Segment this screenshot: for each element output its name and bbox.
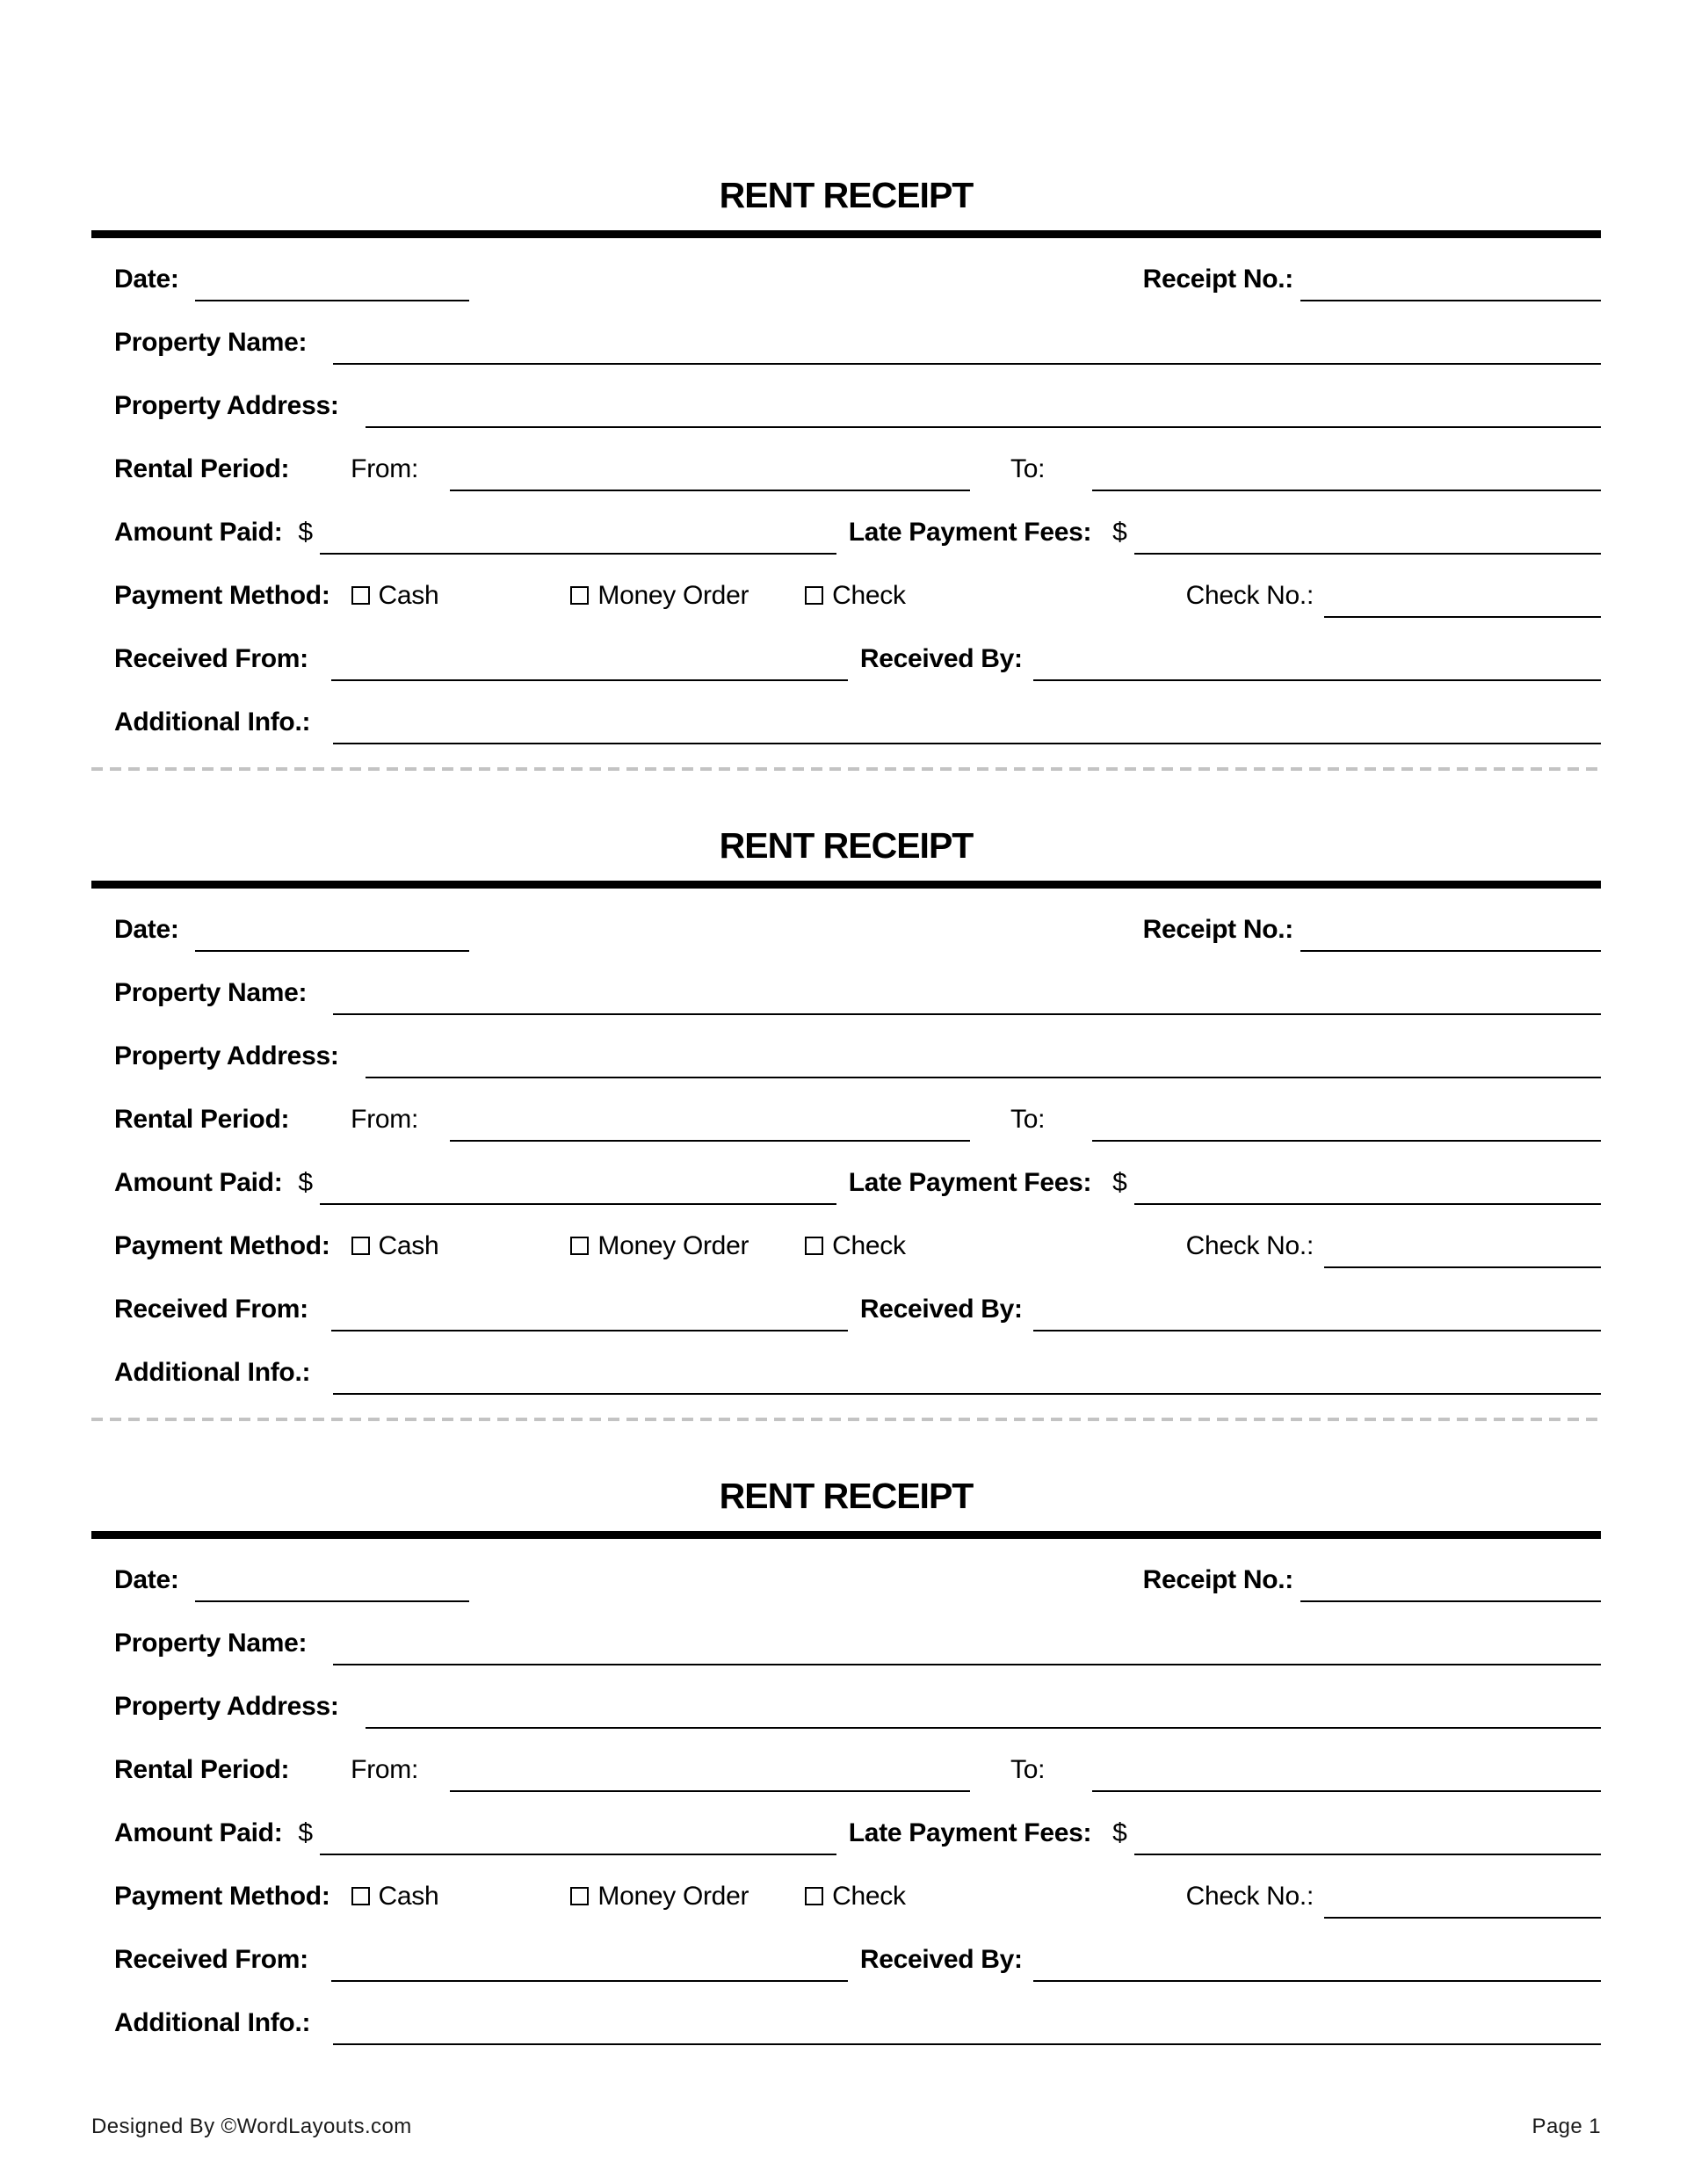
receipt-no-label: Receipt No.: <box>1142 915 1293 944</box>
receipt-title: RENT RECEIPT <box>719 825 974 866</box>
amount-paid-currency: $ <box>298 1818 313 1847</box>
footer <box>91 2115 1601 2139</box>
form-rows <box>91 911 1601 1395</box>
row-date-receipt-no <box>91 911 1601 952</box>
check-no-field-line[interactable] <box>1324 1233 1601 1268</box>
received-by-label: Received By: <box>859 1945 1023 1974</box>
date-field-line[interactable] <box>195 917 469 952</box>
receipt-block <box>91 176 1601 771</box>
late-payment-fees-label: Late Payment Fees: <box>848 1168 1092 1197</box>
rental-period-from-label: From: <box>351 1755 418 1784</box>
receipt-no-label: Receipt No.: <box>1142 1565 1293 1594</box>
row-additional-info <box>91 1354 1601 1395</box>
title-rule <box>91 1531 1601 1539</box>
row-property-name <box>91 1625 1601 1665</box>
property-address-label: Property Address: <box>114 1692 339 1721</box>
payment-method-label: Payment Method: <box>114 581 330 610</box>
money-order-option-label: Money Order <box>597 1231 749 1260</box>
receipt-title: RENT RECEIPT <box>719 1476 974 1516</box>
cash-option-label: Cash <box>378 1231 439 1260</box>
received-by-field-line[interactable] <box>1033 1947 1601 1982</box>
late-payment-fees-field-line[interactable] <box>1134 1820 1601 1855</box>
receipt-no-field-line[interactable] <box>1300 266 1601 301</box>
received-from-field-line[interactable] <box>331 1947 848 1982</box>
late-payment-fees-currency: $ <box>1112 1818 1127 1847</box>
row-received <box>91 1941 1601 1982</box>
additional-info-label: Additional Info.: <box>114 1358 311 1387</box>
payment-method-label: Payment Method: <box>114 1882 330 1911</box>
late-payment-fees-field-line[interactable] <box>1134 519 1601 555</box>
check-option-label: Check <box>832 1231 906 1260</box>
dashed-separator <box>91 1418 1601 1421</box>
amount-paid-currency: $ <box>298 518 313 547</box>
form-rows <box>91 1562 1601 2045</box>
rental-period-to-label: To: <box>1010 454 1046 483</box>
property-address-label: Property Address: <box>114 391 339 420</box>
cash-option-label: Cash <box>378 1882 439 1911</box>
row-date-receipt-no <box>91 261 1601 301</box>
received-from-label: Received From: <box>114 1295 308 1324</box>
rental-period-to-field-line[interactable] <box>1092 1107 1601 1142</box>
amount-paid-label: Amount Paid: <box>114 518 283 547</box>
check-checkbox[interactable] <box>805 1887 823 1905</box>
check-option-label: Check <box>832 1882 906 1911</box>
row-additional-info <box>91 2005 1601 2045</box>
receipt-block <box>91 826 1601 1421</box>
check-no-field-line[interactable] <box>1324 1883 1601 1919</box>
form-rows <box>91 261 1601 744</box>
check-no-field-line[interactable] <box>1324 583 1601 618</box>
rental-period-label: Rental Period: <box>114 1755 290 1784</box>
received-by-label: Received By: <box>859 644 1023 673</box>
late-payment-fees-label: Late Payment Fees: <box>848 518 1092 547</box>
received-by-label: Received By: <box>859 1295 1023 1324</box>
receipts-container <box>91 176 1601 2068</box>
amount-paid-currency: $ <box>298 1168 313 1197</box>
amount-paid-label: Amount Paid: <box>114 1818 283 1847</box>
dashed-separator <box>91 767 1601 771</box>
property-address-field-line[interactable] <box>366 393 1601 428</box>
rental-period-to-field-line[interactable] <box>1092 456 1601 491</box>
late-payment-fees-currency: $ <box>1112 1168 1127 1197</box>
payment-method-label: Payment Method: <box>114 1231 330 1260</box>
row-property-name <box>91 324 1601 365</box>
property-name-field-line[interactable] <box>333 330 1601 365</box>
amount-paid-label: Amount Paid: <box>114 1168 283 1197</box>
title-rule <box>91 881 1601 889</box>
date-label: Date: <box>114 1565 179 1594</box>
money-order-checkbox[interactable] <box>570 1237 589 1255</box>
rent-receipt-form <box>91 176 1601 744</box>
rental-period-label: Rental Period: <box>114 1105 290 1134</box>
late-payment-fees-field-line[interactable] <box>1134 1170 1601 1205</box>
check-no-label: Check No.: <box>1185 1882 1314 1911</box>
property-name-field-line[interactable] <box>333 1630 1601 1665</box>
cash-checkbox[interactable] <box>351 1887 370 1905</box>
additional-info-label: Additional Info.: <box>114 707 311 736</box>
row-rental-period <box>91 1752 1601 1792</box>
additional-info-field-line[interactable] <box>333 2010 1601 2045</box>
receipt-no-field-line[interactable] <box>1300 1567 1601 1602</box>
property-name-field-line[interactable] <box>333 980 1601 1015</box>
rental-period-to-label: To: <box>1010 1105 1046 1134</box>
additional-info-field-line[interactable] <box>333 709 1601 744</box>
additional-info-label: Additional Info.: <box>114 2008 311 2037</box>
rental-period-to-field-line[interactable] <box>1092 1757 1601 1792</box>
property-address-field-line[interactable] <box>366 1043 1601 1078</box>
date-label: Date: <box>114 265 179 294</box>
receipt-no-label: Receipt No.: <box>1142 265 1293 294</box>
rental-period-from-label: From: <box>351 454 418 483</box>
footer-credit: Designed By ©WordLayouts.com <box>91 2115 412 2138</box>
property-address-label: Property Address: <box>114 1041 339 1070</box>
cash-checkbox[interactable] <box>351 586 370 605</box>
property-address-field-line[interactable] <box>366 1694 1601 1729</box>
money-order-option-label: Money Order <box>597 581 749 610</box>
row-received <box>91 1291 1601 1331</box>
money-order-checkbox[interactable] <box>570 1887 589 1905</box>
receipt-no-field-line[interactable] <box>1300 917 1601 952</box>
received-from-field-line[interactable] <box>331 646 848 681</box>
property-name-label: Property Name: <box>114 978 308 1007</box>
row-amounts <box>91 514 1601 555</box>
rental-period-from-field-line[interactable] <box>450 1757 970 1792</box>
property-name-label: Property Name: <box>114 1629 308 1658</box>
amount-paid-field-line[interactable] <box>320 1820 836 1855</box>
footer-page-number: Page 1 <box>1531 2115 1601 2138</box>
check-checkbox[interactable] <box>805 586 823 605</box>
received-from-field-line[interactable] <box>331 1296 848 1331</box>
additional-info-field-line[interactable] <box>333 1360 1601 1395</box>
property-name-label: Property Name: <box>114 328 308 357</box>
row-rental-period <box>91 451 1601 491</box>
date-field-line[interactable] <box>195 1567 469 1602</box>
received-by-field-line[interactable] <box>1033 646 1601 681</box>
cash-option-label: Cash <box>378 581 439 610</box>
row-property-address <box>91 388 1601 428</box>
row-date-receipt-no <box>91 1562 1601 1602</box>
cash-checkbox[interactable] <box>351 1237 370 1255</box>
rental-period-from-field-line[interactable] <box>450 1107 970 1142</box>
row-payment-method <box>91 1228 1601 1268</box>
late-payment-fees-currency: $ <box>1112 518 1127 547</box>
check-no-label: Check No.: <box>1185 1231 1314 1260</box>
check-no-label: Check No.: <box>1185 581 1314 610</box>
rental-period-to-label: To: <box>1010 1755 1046 1784</box>
row-property-name <box>91 975 1601 1015</box>
money-order-checkbox[interactable] <box>570 586 589 605</box>
amount-paid-field-line[interactable] <box>320 519 836 555</box>
check-option-label: Check <box>832 581 906 610</box>
received-from-label: Received From: <box>114 644 308 673</box>
received-by-field-line[interactable] <box>1033 1296 1601 1331</box>
date-field-line[interactable] <box>195 266 469 301</box>
title-rule <box>91 230 1601 238</box>
check-checkbox[interactable] <box>805 1237 823 1255</box>
rent-receipt-form <box>91 1477 1601 2045</box>
row-rental-period <box>91 1101 1601 1142</box>
date-label: Date: <box>114 915 179 944</box>
row-property-address <box>91 1038 1601 1078</box>
receipt-block <box>91 1477 1601 2045</box>
row-amounts <box>91 1165 1601 1205</box>
received-from-label: Received From: <box>114 1945 308 1974</box>
amount-paid-field-line[interactable] <box>320 1170 836 1205</box>
row-additional-info <box>91 704 1601 744</box>
rental-period-label: Rental Period: <box>114 454 290 483</box>
money-order-option-label: Money Order <box>597 1882 749 1911</box>
receipt-title: RENT RECEIPT <box>719 175 974 215</box>
row-amounts <box>91 1815 1601 1855</box>
rent-receipt-form <box>91 826 1601 1395</box>
row-payment-method <box>91 577 1601 618</box>
row-property-address <box>91 1688 1601 1729</box>
rental-period-from-field-line[interactable] <box>450 456 970 491</box>
row-payment-method <box>91 1878 1601 1919</box>
late-payment-fees-label: Late Payment Fees: <box>848 1818 1092 1847</box>
row-received <box>91 641 1601 681</box>
rental-period-from-label: From: <box>351 1105 418 1134</box>
